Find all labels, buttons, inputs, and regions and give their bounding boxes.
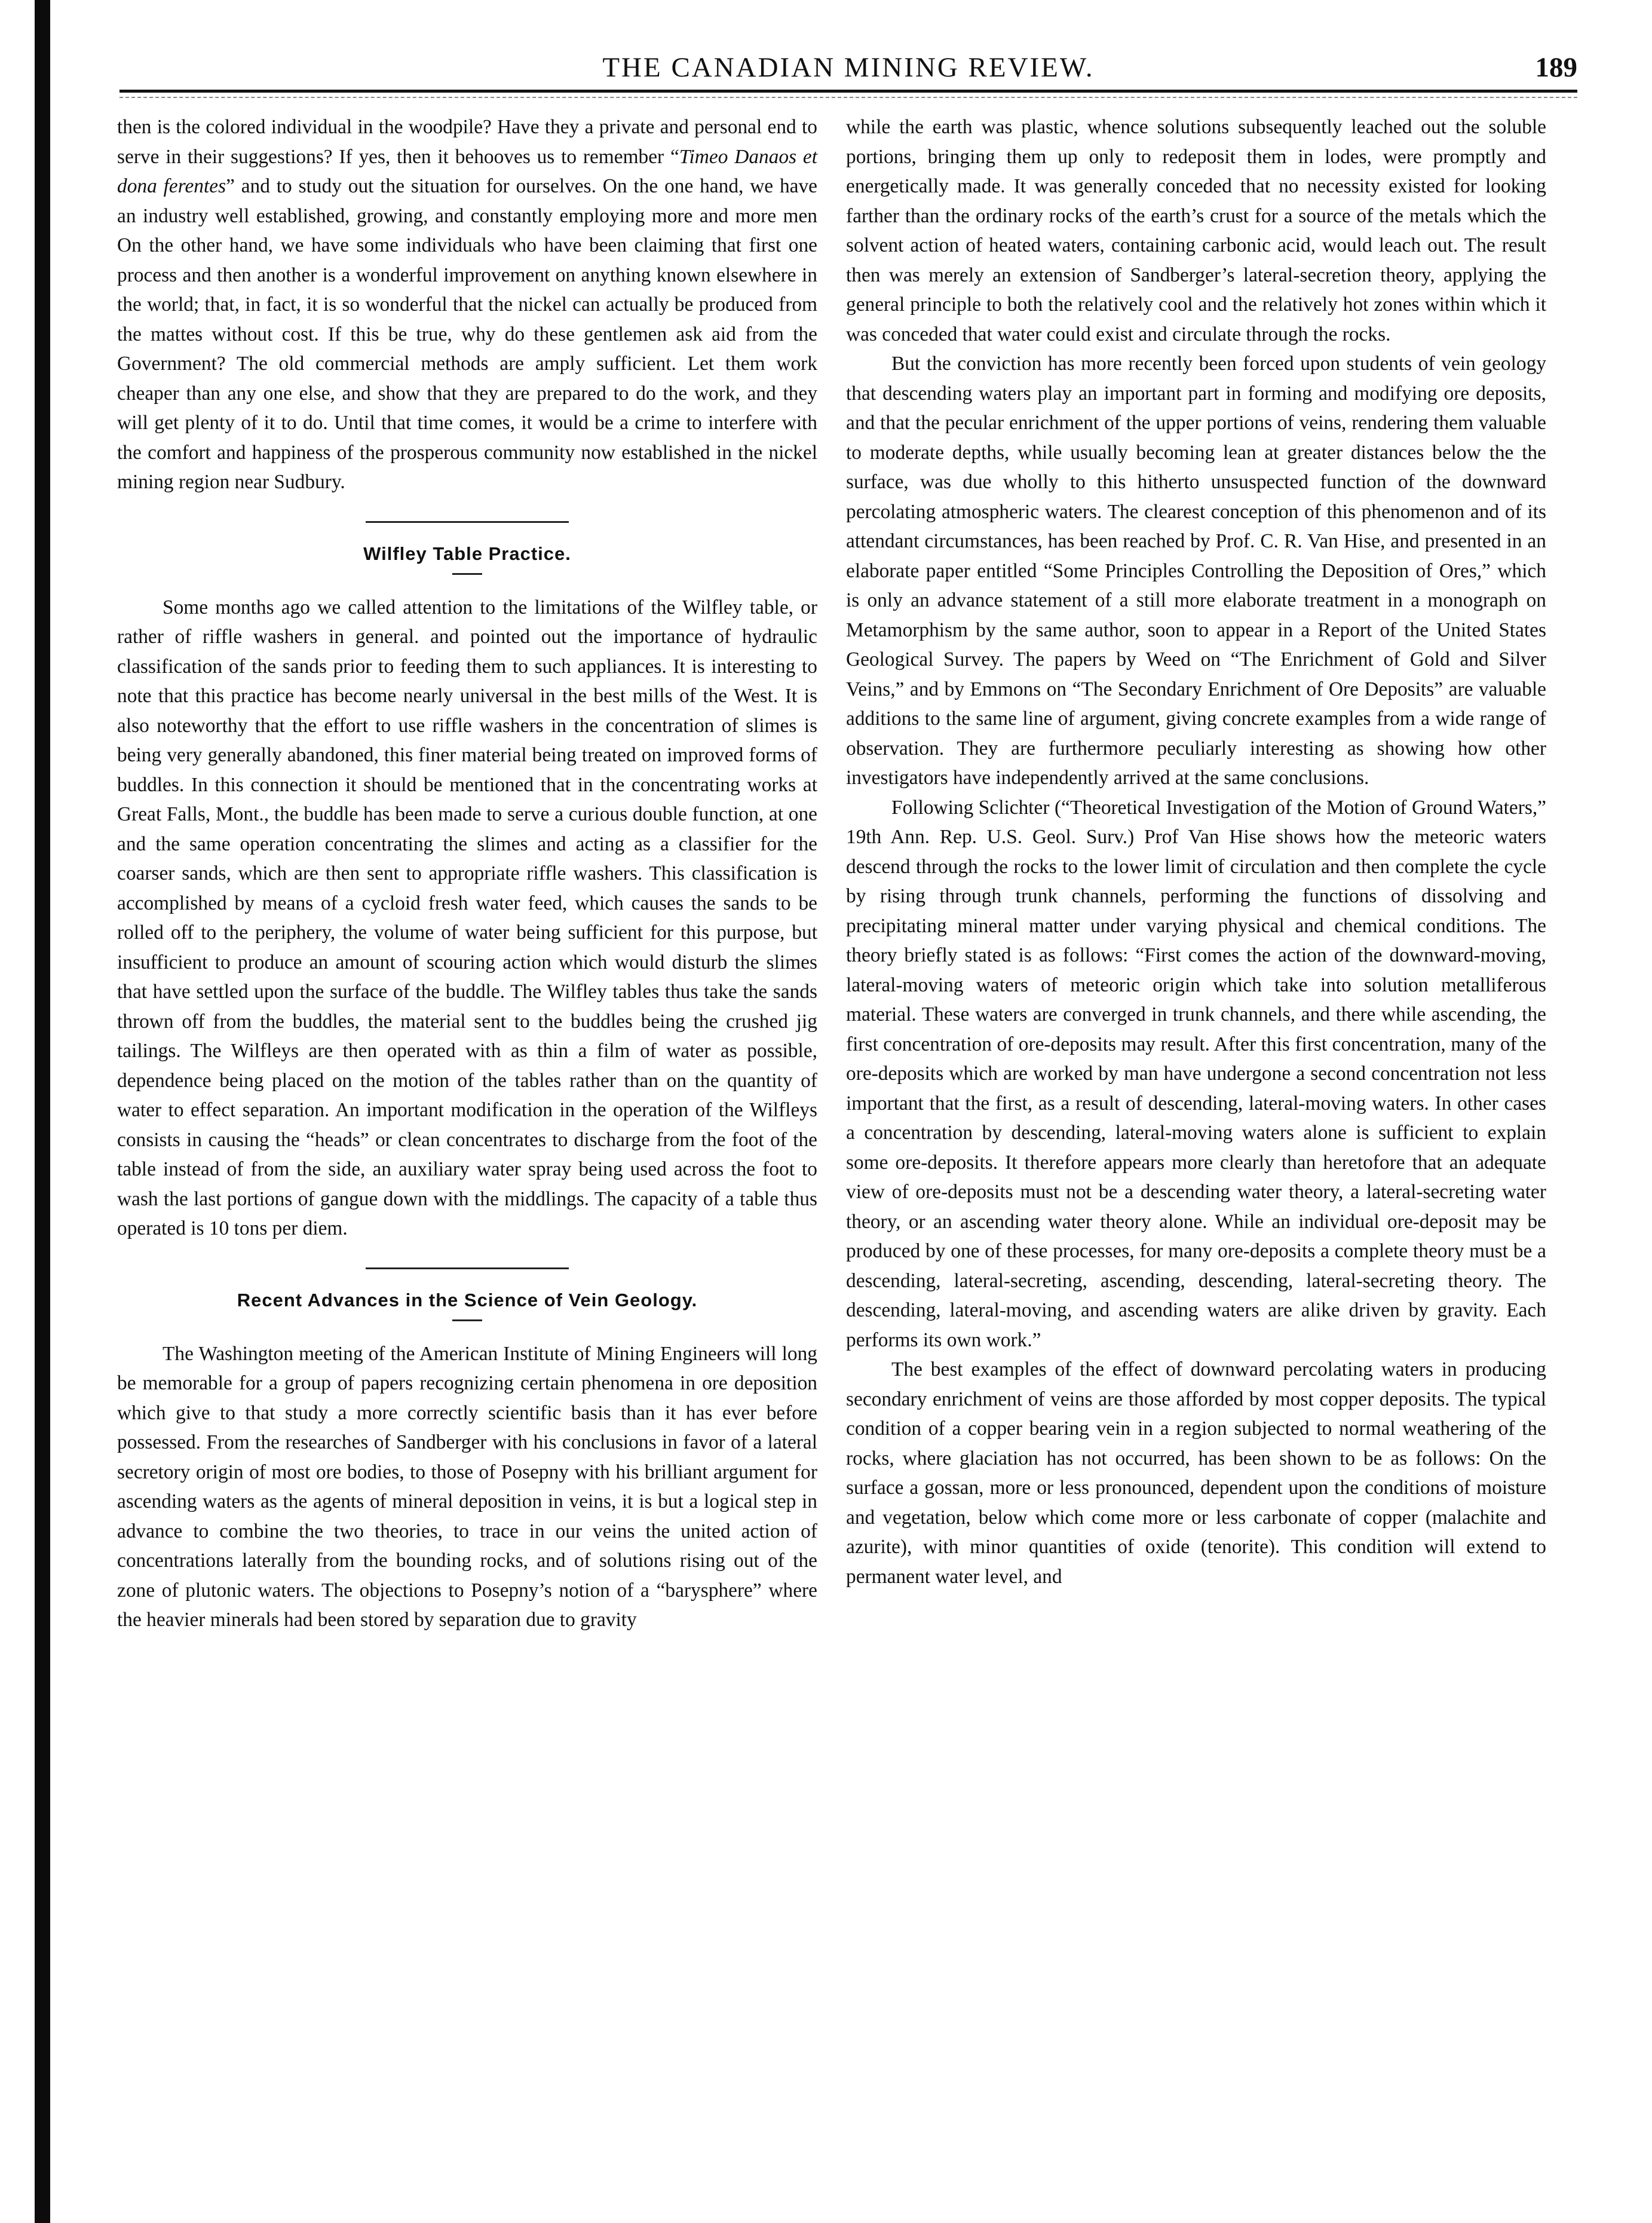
page-number: 189: [1535, 52, 1577, 83]
section-divider: [366, 1267, 569, 1269]
heading-dash: [452, 573, 482, 575]
journal-title: THE CANADIAN MINING REVIEW.: [602, 52, 1095, 83]
heading-wilfley-table-practice: Wilfley Table Practice.: [363, 543, 571, 564]
paragraph-nickel-continuation: then is the colored individual in the woodpile? Have they a private and personal end to serve in their suggestions? If yes, then it behooves us to remember “Timeo Danaos et dona ferentes” and to study out the situation for ourselves. On the one hand, we have an industry well established, growing, and constantly employing more and more men On the other hand, we have some individuals who have been claiming that first one process and then another is a wonderful improvement on anything known elsewhere in the world; that, in fact, it is so wonderful that the nickel can actually be produced from the mattes without cost. If this be true, why do these gentlemen ask aid from the Government? The old commercial methods are amply sufficient. Let them work cheaper than any one else, and show that they are prepared to do the work, and they will get plenty of it to do. Until that time comes, it would be a crime to interfere with the comfort and happiness of the prosperous community now established in the nickel mining region near Sudbury.: [117, 116, 817, 493]
latin-quote: Timeo Danaos et dona ferentes: [117, 145, 817, 197]
paragraph-vein-continuation: while the earth was plastic, whence solutions subsequently leached out the soluble portions, bringing them up only to redeposit them in lodes, were promptly and energetically made. It was generally conceded that no necessity existed for looking farther than the ordinary rocks of the earth’s crust for a source of the metals which the solvent action of heated waters, containing carbonic acid, would leach out. The result then was merely an extension of Sandberger’s lateral-secretion theory, applying the general principle to both the relatively cool and the relatively hot zones within which it was conceded that water could exist and circulate through the rocks.: [846, 116, 1546, 345]
heading-vein-geology: Recent Advances in the Science of Vein Geology.: [237, 1289, 698, 1310]
header-rule-secondary: [119, 97, 1577, 98]
paragraph-copper-deposits: The best examples of the effect of downward percolating waters in producing secondary enrichment of veins are those afforded by most copper deposits. The typical condition of a copper bearing vein in a region subjected to normal weathering of the rocks, where glaciation has not occurred, has been shown to be as follows: On the surface a gossan, more or less pronounced, dependent upon the conditions of moisture and vegetation, below which come more or less carbonate of copper (malachite and azurite), with minor quantities of oxide (tenorite). This condition will extend to permanent water level, and: [846, 1358, 1546, 1588]
section-divider: [366, 521, 569, 523]
paragraph-wilfley: Some months ago we called attention to the limitations of the Wilfley table, or rather of riffle washers in general. and pointed out the importance of hydraulic classification of the sands prior to feeding them to such appliances. It is interesting to note that this practice has become nearly universal in the best mills of the West. It is also noteworthy that the effort to use riffle washers in the concentration of slimes is being very generally abandoned, this finer material being treated on improved forms of buddles. In this connection it should be mentioned that in the concentrating works at Great Falls, Mont., the buddle has been made to serve a curious double function, at one and the same operation concentrating the slimes and acting as a classifier for the coarser sands, which are then sent to appropriate riffle washers. This classification is accomplished by means of a cycloid fresh water feed, which causes the sands to be rolled off to the periphery, the volume of water being sufficient for this purpose, but insufficient to produce an amount of scouring action which would disturb the slimes that have settled upon the surface of the buddle. The Wilfley tables thus take the sands thrown off from the buddles, the material sent to the buddles being the crushed jig tailings. The Wilfleys are then operated with as thin a film of water as possible, dependence being placed on the motion of the tables rather than on the quantity of water to effect separation. An important modification in the operation of the Wilfleys consists in causing the “heads” or clean concentrates to discharge from the foot of the table instead of from the side, an auxiliary water spray being used across the foot to wash the last portions of gangue down with the middlings. The capacity of a table thus operated is 10 tons per diem.: [117, 596, 817, 1239]
page-spine-shadow: [35, 0, 50, 2223]
paragraph-descending-waters: But the conviction has more recently been forced upon students of vein geology that descending waters play an important part in forming and modifying ore deposits, and that the pecular enrichment of the upper portions of veins, rendering them valuable to moderate depths, while usually becoming lean at greater distances below the the surface, was due wholly to this hitherto unsuspected function of the downward percolating atmospheric waters. The clearest conception of this phenomenon and of its attendant circumstances, has been reached by Prof. C. R. Van Hise, and presented in an elaborate paper entitled “Some Principles Controlling the Deposition of Ores,” which is only an advance statement of a still more elaborate treatment in a monograph on Metamorphism by the same author, soon to appear in a Report of the United States Geological Survey. The papers by Weed on “The Enrichment of Gold and Silver Veins,” and by Emmons on “The Secondary Enrichment of Ore Deposits” are valuable additions to the same line of argument, giving concrete examples from a wide range of observation. They are furthermore peculiarly interesting as showing how other investigators have independently arrived at the same conclusions.: [846, 353, 1546, 789]
left-column: [117, 112, 817, 1635]
right-column: [846, 112, 1546, 1591]
header-rule: [119, 90, 1577, 93]
running-head: [119, 53, 1577, 82]
paragraph-van-hise-theory: Following Sclichter (“Theoretical Investigation of the Motion of Ground Waters,” 19th Ann. Rep. U.S. Geol. Surv.) Prof Van Hise shows how the meteoric waters descend through the rocks to the lower limit of circulation and then complete the cycle by rising through trunk channels, performing the functions of dissolving and precipitating mineral matter under varying physical and chemical conditions. The theory briefly stated is as follows: “First comes the action of the downward-moving, lateral-moving waters of meteoric origin which take into solution metalliferous material. These waters are converged in trunk channels, and there while ascending, the first concentration of ore-deposits may result. After this first concentration, many of the ore-deposits which are worked by man have undergone a second concentration not less important that the first, as a result of descending, lateral-moving waters. In other cases a concentration by descending, lateral-moving waters alone is sufficient to explain some ore-deposits. It therefore appears more clearly than heretofore that an adequate view of ore-deposits must not be a descending water theory, a lateral-secreting water theory, or an ascending water theory alone. While an individual ore-deposit may be produced by one of these processes, for many ore-deposits a complete theory must be a descending, lateral-secreting, ascending, descending, lateral-secreting theory. The descending, lateral-moving, and ascending waters are alike driven by gravity. Each performs its own work.”: [846, 796, 1546, 1351]
heading-dash: [452, 1319, 482, 1321]
paragraph-vein-geology: The Washington meeting of the American Institute of Mining Engineers will long be memorable for a group of papers recognizing certain phenomena in ore deposition which give to that study a more correctly scientific basis than it has ever before possessed. From the researches of Sandberger with his conclusions in favor of a lateral secretory origin of most ore bodies, to those of Posepny with his brilliant argument for ascending waters as the agents of mineral deposition in veins, it is but a logical step in advance to combine the two theories, to trace in our veins the united action of concentrations laterally from the bounding rocks, and of solutions rising out of the zone of plutonic waters. The objections to Posepny’s notion of a “barysphere” where the heavier minerals had been stored by separation due to gravity: [117, 1342, 817, 1631]
